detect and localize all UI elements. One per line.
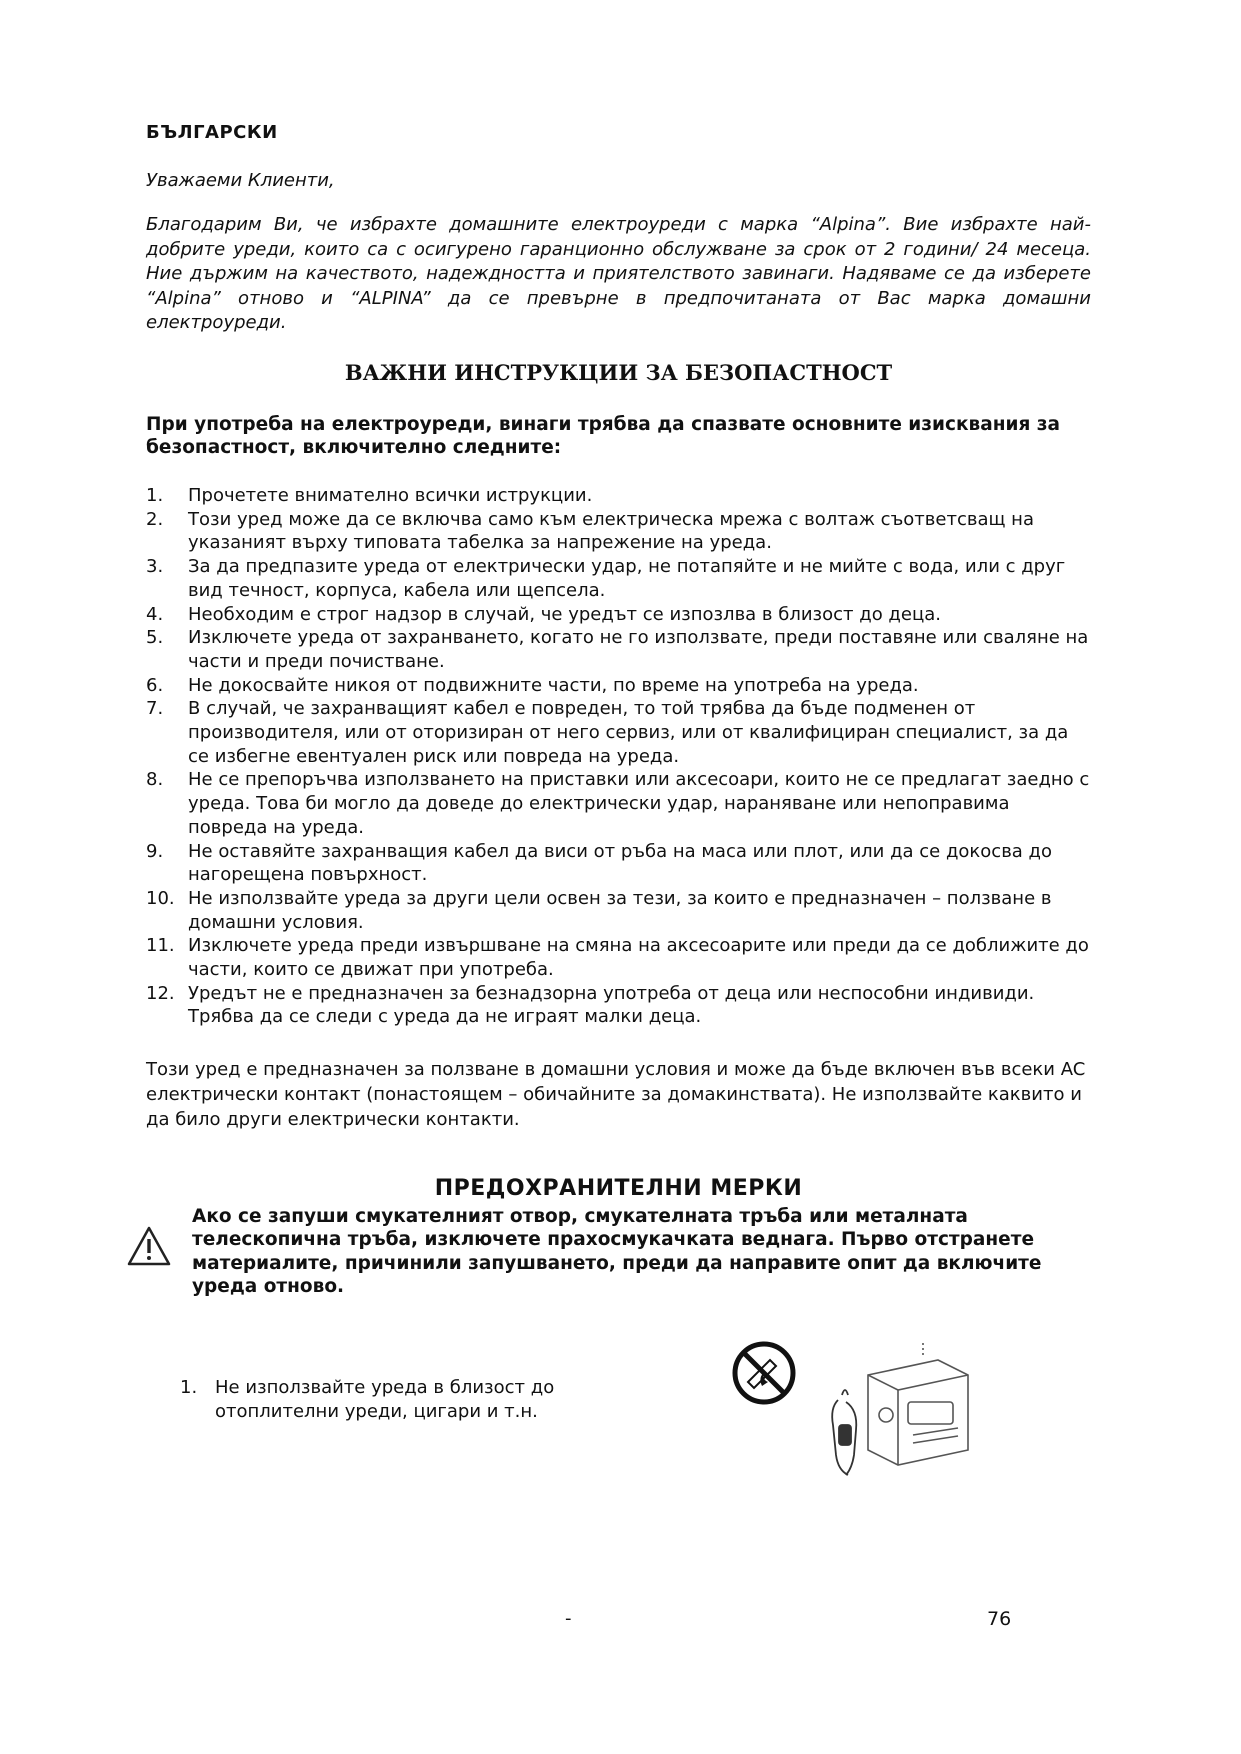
list-item xyxy=(146,674,1091,698)
item-text: Не използвайте уреда в близост до отоплителни уреди, цигари и т.н. xyxy=(215,1377,555,1422)
item-text: В случай, че захранващият кабел е повреден, то той трябва да бъде подменен от производителя, или от оторизиран от него сервиз, или от квалифициран специалист, за да се избегне евентуален риск или повреда на уреда. xyxy=(188,698,1069,767)
page-number: 76 xyxy=(987,1608,1012,1630)
list-item xyxy=(180,1376,620,1424)
item-text: Не оставяйте захранващия кабел да виси от ръба на маса или плот, или да се докосва до нагорещена повърхност. xyxy=(188,840,1053,886)
item-number: 6. xyxy=(146,674,164,696)
item-text: Изключете уреда от захранването, когато не го използвате, преди поставяне или сваляне на части и преди почистване. xyxy=(188,627,1089,672)
list-item xyxy=(146,484,1091,508)
item-number: 11. xyxy=(146,935,175,957)
list-item xyxy=(146,626,1091,673)
safety-rules-list xyxy=(146,484,1091,1029)
intro-paragraph: Благодарим Ви, че избрахте домашните електроуреди с марка “Alpina”. Вие избрахте най-добрите уреди, които са с осигурено гаранционно обслужване за срок от 2 години/ 24 месеца. Ние държим на качеството, надеждността и приятелството завинаги. Надяваме се да изберете “Alpina” отново и “ALPINA” да се превърне в предпочитаната от Вас марка домашни електроуреди. xyxy=(146,214,1091,333)
language-heading: БЪЛГАРСКИ xyxy=(146,122,278,143)
item-text: Не се препоръчва използването на приставки или аксесоари, които не се предлагат заедно с уреда. Това би могло да доведе до електрически удар, нараняване или непоправима повреда на уреда. xyxy=(188,769,1090,838)
item-number: 10. xyxy=(146,887,175,909)
item-number: 5. xyxy=(146,627,164,649)
item-text: Този уред може да се включва само към електрическа мрежа с волтаж съответсващ на указаният върху типовата табелка за напрежение на уреда. xyxy=(188,508,1034,554)
item-number: 7. xyxy=(146,698,164,720)
warning-triangle-icon xyxy=(126,1225,172,1267)
list-item xyxy=(146,934,1091,981)
closing-paragraph: Този уред е предназначен за ползване в домашни условия и може да бъде включен във всеки AC електрически контакт (понастоящем – обичайните за домакинствата). Не използвайте каквито и да било други електрически контакти. xyxy=(146,1059,1086,1130)
no-smoking-near-appliance-icon xyxy=(718,1330,988,1480)
item-text: Не използвайте уреда за други цели освен за тези, за които е предназначен – ползване в домашни условия. xyxy=(188,887,1052,933)
list-item xyxy=(146,887,1091,934)
list-item xyxy=(146,697,1091,768)
item-text: Изключете уреда преди извършване на смяна на аксесоарите или преди да се доближите до части, които се движат при употреба. xyxy=(188,935,1089,981)
item-number: 1. xyxy=(146,485,164,506)
item-text: Не докосвайте никоя от подвижните части, по време на употреба на уреда. xyxy=(188,674,919,696)
item-text: Уредът не е предназначен за безнадзорна употреба от деца или неспособни индивиди. Трябва да се следи с уреда да не играят малки деца. xyxy=(188,982,1035,1028)
item-number: 3. xyxy=(146,556,164,578)
item-text: Прочетете внимателно всички иструкции. xyxy=(188,485,593,506)
item-number: 8. xyxy=(146,769,164,791)
list-item xyxy=(146,508,1091,555)
item-number: 12. xyxy=(146,982,175,1004)
list-item xyxy=(146,603,1091,627)
safety-lead: При употреба на електроуреди, винаги трябва да спазвате основните изисквания за безопастност, включително следните: xyxy=(146,414,1060,458)
precautions-title: ПРЕДОХРАНИТЕЛНИ МЕРКИ xyxy=(434,1176,803,1201)
greeting: Уважаеми Клиенти, xyxy=(146,170,335,191)
list-item xyxy=(146,840,1091,887)
footer-dash: - xyxy=(565,1608,572,1629)
item-number: 4. xyxy=(146,603,164,625)
list-item xyxy=(146,555,1091,602)
list-item xyxy=(146,982,1091,1029)
item-number: 1. xyxy=(180,1377,198,1398)
safety-instructions-title: ВАЖНИ ИНСТРУКЦИИ ЗА БЕЗОПАСТНОСТ xyxy=(344,360,893,385)
item-text: Необходим е строг надзор в случай, че уредът се изпозлва в близост до деца. xyxy=(188,603,941,625)
warning-text: Ако се запуши смукателният отвор, смукателната тръба или металната телескопична тръба, изключете прахосмукачката веднага. Първо отстранете материалите, причинили запушването, преди да направите опит да включите уреда отново. xyxy=(192,1206,1042,1297)
item-text: За да предпазите уреда от електрически удар, не потапяйте и не мийте с вода, или с друг вид течност, корпуса, кабела или щепсела. xyxy=(188,556,1066,601)
item-number: 9. xyxy=(146,840,164,862)
item-number: 2. xyxy=(146,508,164,530)
list-item xyxy=(146,768,1091,839)
